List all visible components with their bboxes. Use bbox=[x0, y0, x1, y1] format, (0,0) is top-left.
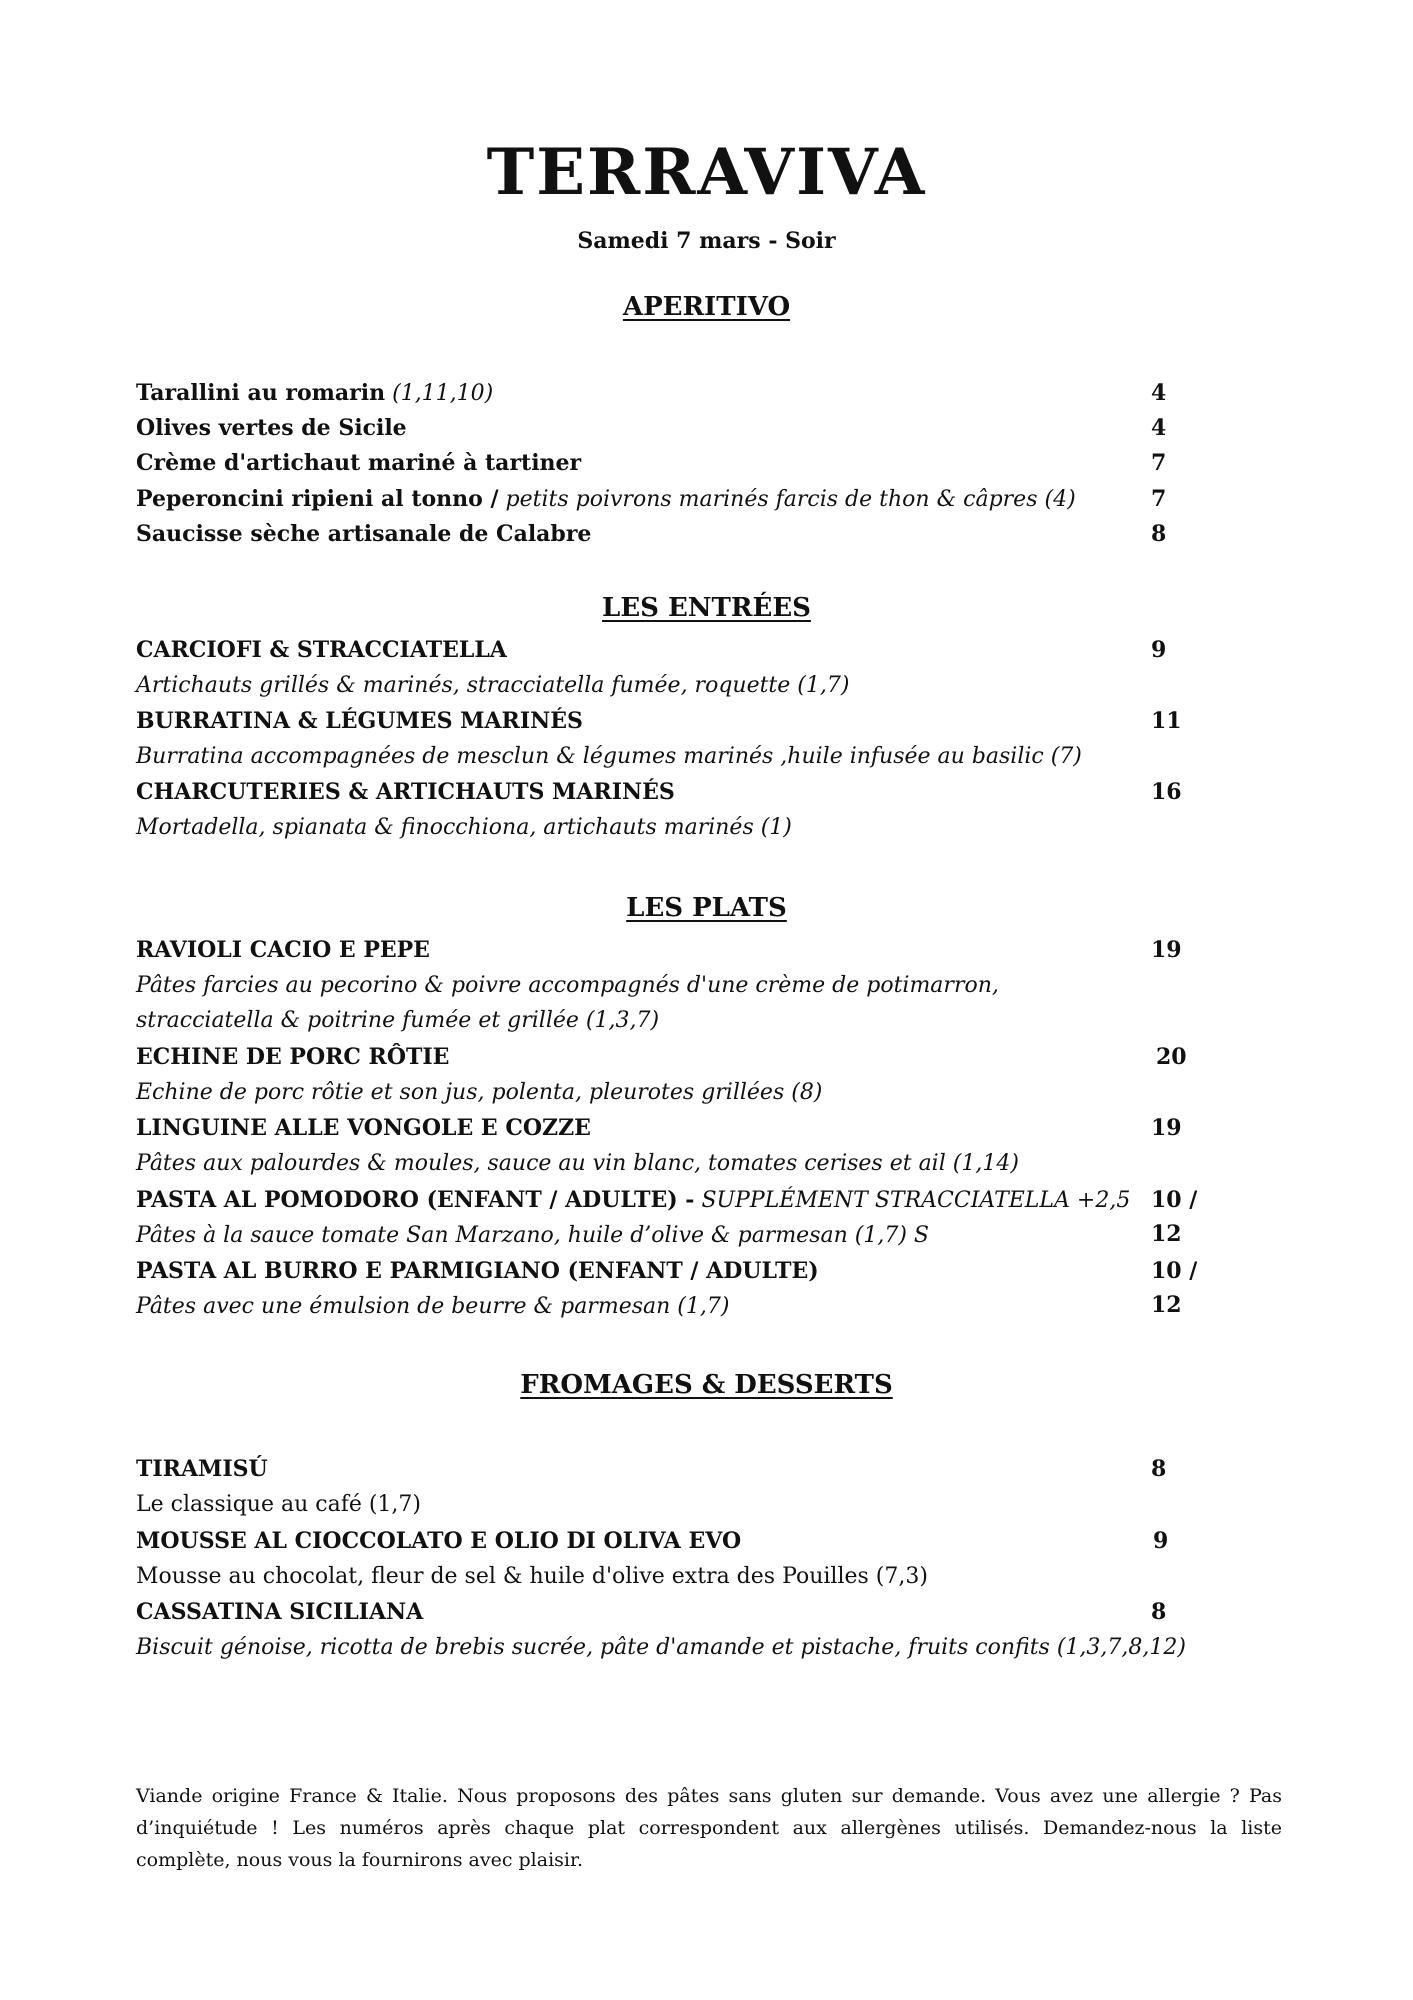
item-description: Burratina accompagnées de mesclun & légumes marinés ,huile infusée au basilic (7) bbox=[136, 744, 1082, 769]
item-name: LINGUINE ALLE VONGOLE E COZZE bbox=[136, 1115, 591, 1141]
item-name: PASTA AL POMODORO (ENFANT / ADULTE) - bbox=[136, 1187, 695, 1213]
item-name: ECHINE DE PORC RÔTIE bbox=[136, 1044, 450, 1070]
item-description: petits poivrons marinés farcis de thon & câpres (4) bbox=[505, 487, 1076, 512]
menu-item bbox=[136, 633, 1216, 667]
allergen-note: (1,11,10) bbox=[392, 381, 494, 406]
item-description: Le classique au café (1,7) bbox=[136, 1492, 422, 1517]
restaurant-title: TERRAVIVA bbox=[486, 135, 927, 210]
item-description: Pâtes à la sauce tomate San Marzano, huile d’olive & parmesan (1,7) S bbox=[136, 1223, 929, 1248]
item-name: CHARCUTERIES & ARTICHAUTS MARINÉS bbox=[136, 779, 675, 805]
item-price: 19 bbox=[1151, 1115, 1182, 1141]
item-price: 19 bbox=[1151, 937, 1182, 963]
item-price: 9 bbox=[1151, 637, 1167, 663]
item-price: 20 bbox=[1156, 1044, 1187, 1070]
item-name: BURRATINA & LÉGUMES MARINÉS bbox=[136, 708, 583, 734]
item-price: 8 bbox=[1151, 1599, 1167, 1625]
menu-item bbox=[136, 517, 1216, 551]
item-price: 7 bbox=[1151, 450, 1167, 476]
service-date: Samedi 7 mars - Soir bbox=[577, 228, 836, 254]
section-title-plats: LES PLATS bbox=[626, 893, 787, 923]
item-price: 8 bbox=[1151, 521, 1167, 547]
section-title-entrees: LES ENTRÉES bbox=[602, 593, 811, 623]
item-price: 10 / 12 bbox=[1151, 1258, 1198, 1318]
section-title-desserts: FROMAGES & DESSERTS bbox=[520, 1370, 893, 1400]
item-description: stracciatella & poitrine fumée et grillée (1,3,7) bbox=[136, 1008, 660, 1033]
item-name: MOUSSE AL CIOCCOLATO E OLIO DI OLIVA EVO bbox=[136, 1528, 742, 1554]
menu-item bbox=[136, 1595, 1216, 1629]
menu-item bbox=[136, 411, 1216, 445]
item-name: PASTA AL BURRO E PARMIGIANO (ENFANT / ADULTE) bbox=[136, 1258, 819, 1284]
menu-item bbox=[136, 446, 1216, 480]
item-name: TIRAMISÚ bbox=[136, 1456, 268, 1482]
menu-item bbox=[136, 704, 1216, 738]
item-name: Olives vertes de Sicile bbox=[136, 415, 407, 441]
item-name: Peperoncini ripieni al tonno / bbox=[136, 486, 499, 512]
item-name: Saucisse sèche artisanale de Calabre bbox=[136, 521, 592, 547]
menu-item bbox=[136, 1452, 1216, 1486]
item-name: Crème d'artichaut mariné à tartiner bbox=[136, 450, 582, 476]
item-name: CARCIOFI & STRACCIATELLA bbox=[136, 637, 507, 663]
item-description: Mortadella, spianata & finocchiona, artichauts marinés (1) bbox=[136, 815, 792, 840]
menu-item bbox=[136, 1524, 1216, 1558]
item-price: 4 bbox=[1151, 415, 1167, 441]
item-description: Mousse au chocolat, fleur de sel & huile d'olive extra des Pouilles (7,3) bbox=[136, 1564, 928, 1589]
allergen-footer-note: Viande origine France & Italie. Nous proposons des pâtes sans gluten sur demande. Vous avez une allergie ? Pas d’inquiétude ! Les numéros après chaque plat correspondent aux allergènes utilisés. Demandez-nous la liste complète, nous vous la fournirons avec plaisir. bbox=[136, 1785, 1282, 1871]
item-price: 16 bbox=[1151, 779, 1182, 805]
menu-item bbox=[136, 1111, 1216, 1145]
item-price: 10 / 12 bbox=[1151, 1187, 1198, 1247]
menu-item bbox=[136, 933, 1216, 967]
item-description: Pâtes farcies au pecorino & poivre accompagnés d'une crème de potimarron, bbox=[136, 973, 999, 998]
item-description: Artichauts grillés & marinés, stracciatella fumée, roquette (1,7) bbox=[136, 673, 850, 698]
item-name: Tarallini au romarin bbox=[136, 380, 386, 406]
menu-item bbox=[136, 1040, 1216, 1074]
item-name: RAVIOLI CACIO E PEPE bbox=[136, 937, 430, 963]
item-price: 9 bbox=[1153, 1528, 1169, 1554]
section-title-aperitivo: APERITIVO bbox=[622, 292, 791, 322]
menu-item bbox=[136, 482, 1216, 516]
item-price: 4 bbox=[1151, 380, 1167, 406]
item-description: Pâtes avec une émulsion de beurre & parmesan (1,7) bbox=[136, 1294, 730, 1319]
item-supplement: SUPPLÉMENT STRACCIATELLA +2,5 bbox=[701, 1188, 1131, 1213]
item-price: 11 bbox=[1151, 708, 1182, 734]
item-description: Pâtes aux palourdes & moules, sauce au vin blanc, tomates cerises et ail (1,14) bbox=[136, 1151, 1019, 1176]
menu-item bbox=[136, 775, 1216, 809]
item-price: 8 bbox=[1151, 1456, 1167, 1482]
item-description: Echine de porc rôtie et son jus, polenta, pleurotes grillées (8) bbox=[136, 1080, 823, 1105]
menu-item bbox=[136, 376, 1216, 410]
item-description: Biscuit génoise, ricotta de brebis sucrée, pâte d'amande et pistache, fruits confits (1,3,7,8,12) bbox=[136, 1635, 1186, 1660]
item-name: CASSATINA SICILIANA bbox=[136, 1599, 424, 1625]
item-price: 7 bbox=[1151, 486, 1167, 512]
